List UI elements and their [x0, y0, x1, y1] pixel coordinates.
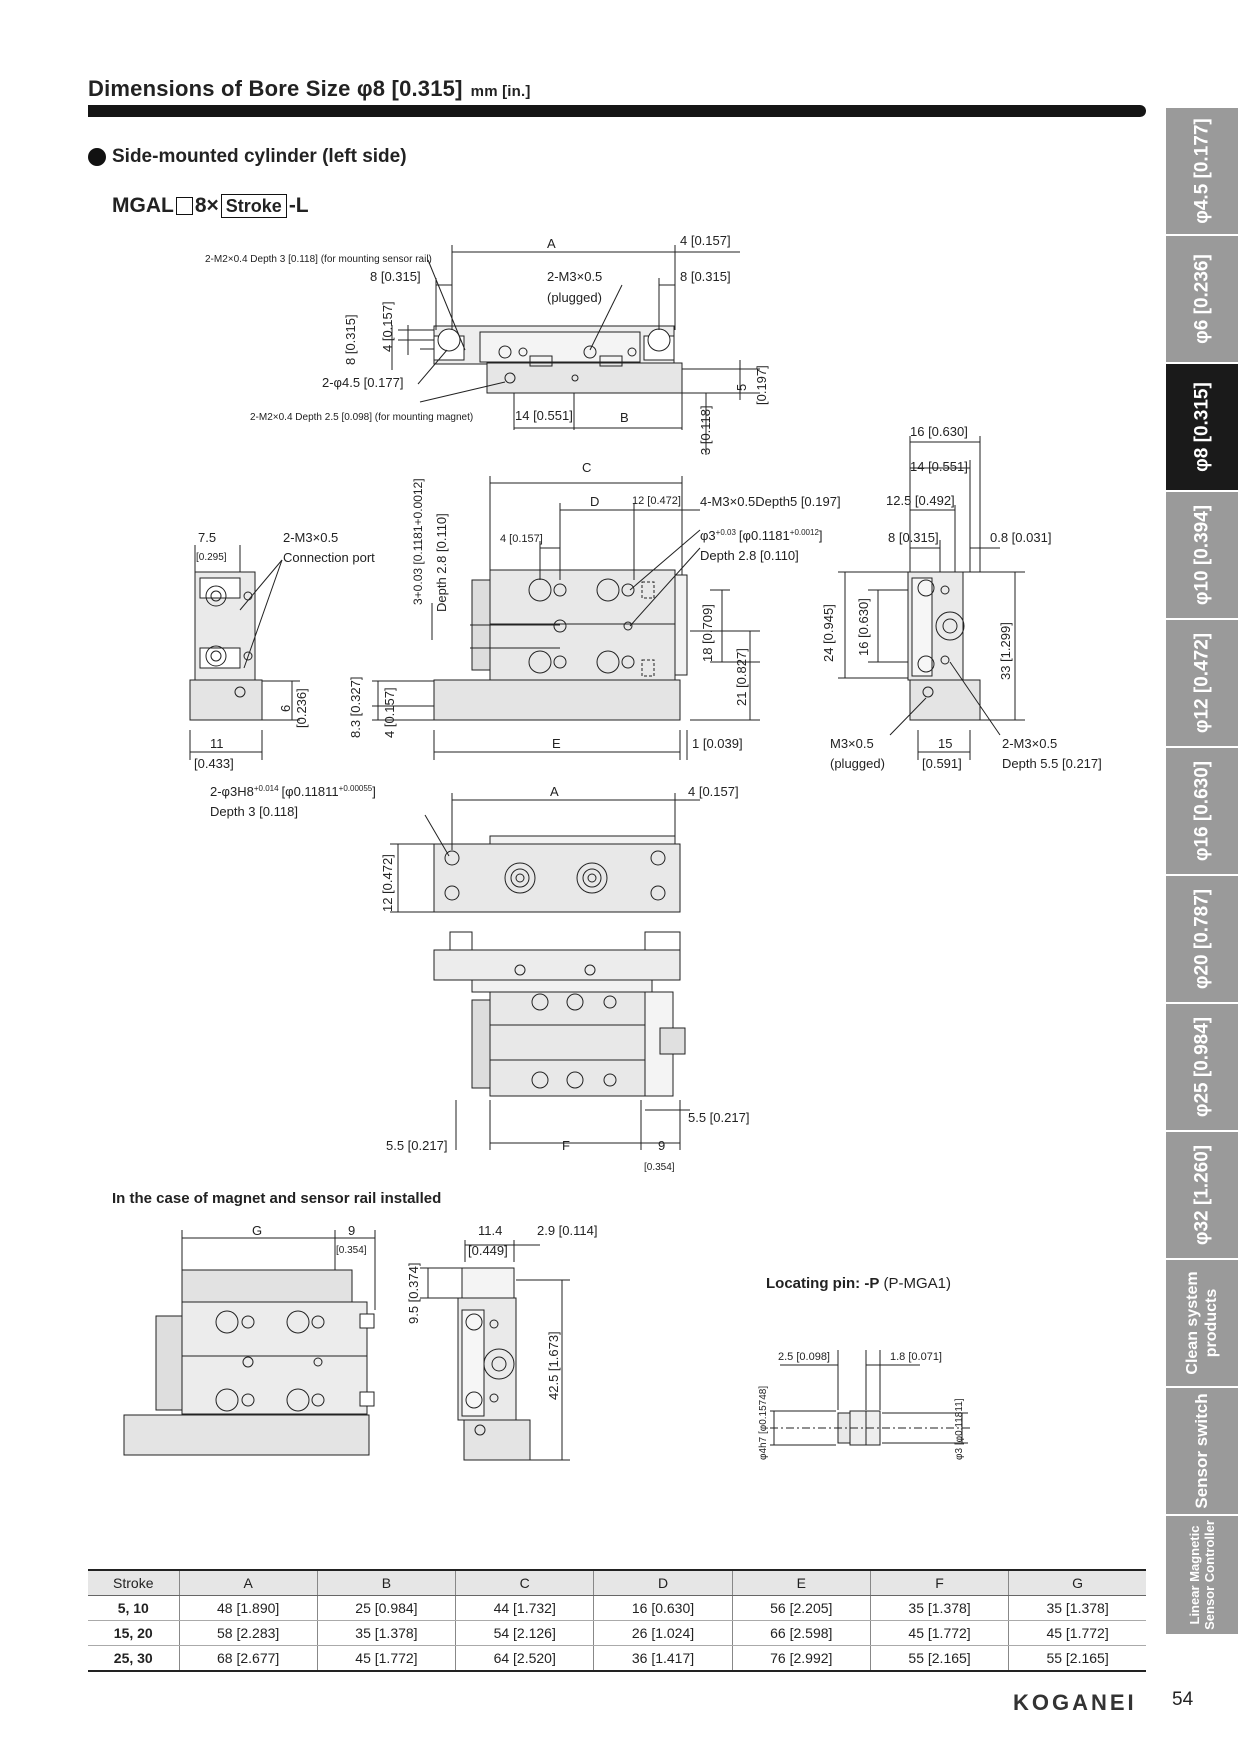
front-dim-E: E [552, 736, 561, 751]
col-c: C [456, 1570, 594, 1596]
col-a: A [179, 1570, 317, 1596]
note-magnet: 2-M2×0.4 Depth 2.5 [0.098] (for mounting magnet) [250, 412, 474, 423]
tab-label-line1: Linear Magnetic [1187, 1525, 1202, 1625]
table-cell: 15, 20 [88, 1621, 179, 1646]
top-dim-4-vert: 4 [0.157] [380, 301, 395, 352]
tab-phi10[interactable] [1166, 492, 1238, 620]
phi3-tol2: +0.0012 [789, 528, 819, 537]
table-cell: 54 [2.126] [456, 1621, 594, 1646]
top-dim-8-left: 8 [0.315] [370, 269, 421, 284]
top-dim-0197: [0.197] [754, 365, 769, 405]
table-cell: 25 [0.984] [317, 1596, 455, 1621]
table-cell: 25, 30 [88, 1646, 179, 1672]
table-row [88, 1646, 1146, 1672]
left-view [190, 545, 300, 760]
table-cell: 45 [1.772] [317, 1646, 455, 1672]
table-cell: 68 [2.677] [179, 1646, 317, 1672]
tab-phi4-5[interactable] [1166, 108, 1238, 236]
pin-1: 2-φ3H8 [210, 784, 254, 799]
tab-label-line2: Sensor Controller [1202, 1520, 1217, 1630]
table-cell: 5, 10 [88, 1596, 179, 1621]
tab-label: φ20 [0.787] [1191, 888, 1213, 990]
tab-phi12[interactable] [1166, 620, 1238, 748]
tab-label-clean [1183, 1271, 1221, 1374]
phi3-tol: +0.03 [715, 528, 736, 537]
model-prefix: MGAL [112, 194, 174, 217]
top-dim-14: 14 [0.551] [515, 408, 573, 423]
plugged-label: (plugged) [547, 290, 602, 305]
front-dim-D: D [590, 494, 600, 509]
mag-dim-95: 9.5 [0.374] [406, 1262, 421, 1324]
mag-dim-0449: [0.449] [468, 1243, 508, 1258]
left-port-label: Connection port [283, 550, 375, 565]
front-phi3 [700, 528, 823, 543]
top-hole: 2-φ4.5 [0.177] [322, 375, 404, 390]
table-cell: 35 [1.378] [870, 1596, 1008, 1621]
koganei-logo: KOGANEI [1013, 1690, 1137, 1715]
table-cell: 44 [1.732] [456, 1596, 594, 1621]
tab-phi16[interactable] [1166, 748, 1238, 876]
pin-dim-right: φ3 [φ0.11811] [954, 1398, 965, 1460]
table-cell: 55 [2.165] [1009, 1646, 1146, 1672]
tab-label: φ4.5 [0.177] [1191, 118, 1213, 224]
mag-dim-G: G [252, 1223, 263, 1238]
pin-tol2: +0.00055 [338, 784, 373, 793]
right-dim-08: 0.8 [0.031] [990, 530, 1052, 545]
side-dim-F: F [562, 1138, 570, 1153]
tab-label-line2: products [1203, 1288, 1220, 1358]
front-dim-4: 4 [0.157] [500, 533, 543, 545]
table-cell: 45 [1.772] [1009, 1621, 1146, 1646]
tab-linear-magnetic[interactable] [1166, 1516, 1238, 1636]
right-dim-15: 15 [938, 736, 953, 751]
locating-pin-drawing [770, 1350, 970, 1445]
tab-phi20[interactable] [1166, 876, 1238, 1004]
front-dim-C: C [582, 460, 592, 475]
section-title: Side-mounted cylinder (left side) [112, 146, 407, 167]
left-dim-0236: [0.236] [294, 688, 309, 728]
right-m3: M3×0.5 [830, 736, 874, 751]
table-cell: 35 [1.378] [317, 1621, 455, 1646]
right-dim-24: 24 [0.945] [821, 604, 836, 662]
model-mid: 8× [194, 194, 219, 217]
left-dim-0295: [0.295] [196, 552, 227, 563]
right-dim-14: 14 [0.551] [910, 459, 968, 474]
pin-dim-left: φ4h7 [φ0.15748] [758, 1385, 769, 1460]
side-dim-55-right: 5.5 [0.217] [688, 1110, 750, 1125]
table-cell: 35 [1.378] [1009, 1596, 1146, 1621]
top-dim-8-vert: 8 [0.315] [343, 314, 358, 365]
left-dim-75: 7.5 [198, 530, 217, 545]
locating-pin-title-rest: (P-MGA1) [879, 1275, 951, 1292]
col-e: E [732, 1570, 870, 1596]
col-stroke: Stroke [88, 1570, 179, 1596]
pin-3: ] [372, 784, 376, 799]
top-dim-8-right: 8 [0.315] [680, 269, 731, 284]
bottom-view [390, 793, 700, 912]
phi3-c: ] [818, 528, 823, 543]
front-dim-18: 18 [0.709] [700, 604, 715, 662]
tab-label: φ6 [0.236] [1191, 254, 1213, 344]
tab-label: φ8 [0.315] [1191, 382, 1213, 472]
right-m3-depth: 2-M3×0.5 [1002, 736, 1058, 751]
front-dim-83: 8.3 [0.327] [348, 676, 363, 738]
tab-label: φ10 [0.394] [1191, 504, 1213, 606]
side-dim-9: 9 [658, 1138, 666, 1153]
unit-label: mm [in.] [470, 83, 531, 100]
top-dim-A: A [547, 236, 556, 251]
page-title-text: Dimensions of Bore Size φ8 [0.315] [88, 76, 463, 101]
table-cell: 76 [2.992] [732, 1646, 870, 1672]
page-number: 54 [1172, 1689, 1194, 1710]
mag-dim-9: 9 [348, 1223, 356, 1238]
pin-2: [φ0.11811 [281, 784, 339, 799]
table-row [88, 1596, 1146, 1621]
right-dim-16: 16 [0.630] [910, 424, 968, 439]
tab-label: φ16 [0.630] [1191, 760, 1213, 862]
locating-pin-title-bold: Locating pin: -P [766, 1275, 880, 1292]
mag-dim-425: 42.5 [1.673] [546, 1331, 561, 1400]
top-dim-4: 4 [0.157] [680, 233, 731, 248]
tab-label: φ12 [0.472] [1191, 632, 1213, 734]
table-cell: 48 [1.890] [179, 1596, 317, 1621]
front-thread: 4-M3×0.5Depth5 [0.197] [700, 494, 841, 509]
right-dim-16v: 16 [0.630] [856, 598, 871, 656]
col-f: F [870, 1570, 1008, 1596]
front-dim-1: 1 [0.039] [692, 736, 743, 751]
right-dim-8: 8 [0.315] [888, 530, 939, 545]
mag-dim-29: 2.9 [0.114] [537, 1223, 598, 1238]
side-tab-nav [1166, 108, 1238, 1636]
col-g: G [1009, 1570, 1146, 1596]
tab-phi6[interactable] [1166, 236, 1238, 364]
dimension-table [88, 1569, 1146, 1672]
front-vert-depth: Depth 2.8 [0.110] [434, 513, 449, 612]
bottom-dim-12: 12 [0.472] [380, 854, 395, 912]
mag-dim-114: 11.4 [478, 1223, 503, 1238]
table-cell: 64 [2.520] [456, 1646, 594, 1672]
table-cell: 66 [2.598] [732, 1621, 870, 1646]
magnet-front-view [124, 1230, 375, 1455]
tab-label-linear [1187, 1520, 1217, 1630]
tab-phi25[interactable] [1166, 1004, 1238, 1132]
bottom-dim-4: 4 [0.157] [688, 784, 739, 799]
tab-sensor-switch[interactable] [1166, 1388, 1238, 1516]
locating-pin-title [766, 1275, 951, 1292]
right-view [838, 436, 1025, 760]
model-stroke: Stroke [221, 194, 287, 218]
front-dim-21: 21 [0.827] [734, 648, 749, 706]
right-dim-125: 12.5 [0.492] [886, 493, 955, 508]
right-dim-33: 33 [1.299] [998, 622, 1013, 680]
left-dim-0433: [0.433] [194, 756, 234, 771]
tab-phi8[interactable] [1166, 364, 1238, 492]
table-cell: 16 [0.630] [594, 1596, 732, 1621]
side-dim-0354: [0.354] [644, 1162, 675, 1173]
left-dim-6: 6 [278, 704, 293, 712]
table-row [88, 1621, 1146, 1646]
top-dim-3: 3 [0.118] [698, 405, 713, 455]
magnet-subhead: In the case of magnet and sensor rail installed [112, 1190, 442, 1207]
table-cell: 45 [1.772] [870, 1621, 1008, 1646]
col-b: B [317, 1570, 455, 1596]
tab-label: φ32 [1.260] [1191, 1144, 1213, 1246]
pin-hole [210, 784, 376, 799]
pin-tol: +0.014 [253, 784, 279, 793]
front-vert-phi3: 3+0.03 [0.1181+0.0012] [411, 478, 425, 605]
side-dim-55-left: 5.5 [0.217] [386, 1138, 448, 1153]
tab-label: φ25 [0.984] [1191, 1016, 1213, 1118]
table-cell: 56 [2.205] [732, 1596, 870, 1621]
col-d: D [594, 1570, 732, 1596]
left-port-thread: 2-M3×0.5 [283, 530, 339, 545]
right-dim-0591: [0.591] [922, 756, 962, 771]
side-view [434, 932, 690, 1150]
table-cell: 26 [1.024] [594, 1621, 732, 1646]
tab-clean-system[interactable] [1166, 1260, 1238, 1388]
pin-depth: Depth 3 [0.118] [210, 804, 298, 819]
top-dim-5: 5 [734, 383, 749, 391]
front-dim-4v: 4 [0.157] [382, 687, 397, 738]
right-m3-depth2: Depth 5.5 [0.217] [1002, 756, 1102, 771]
plugged-thread: 2-M3×0.5 [547, 269, 603, 284]
top-dim-B: B [620, 410, 629, 425]
left-dim-11: 11 [210, 736, 224, 751]
table-cell: 55 [2.165] [870, 1646, 1008, 1672]
front-dim-12: 12 [0.472] [632, 495, 681, 507]
mag-dim-0354: [0.354] [336, 1245, 367, 1256]
table-header-row [88, 1570, 1146, 1596]
table-cell: 58 [2.283] [179, 1621, 317, 1646]
pin-dim-18: 1.8 [0.071] [890, 1351, 942, 1363]
phi3-a: φ3 [700, 528, 716, 543]
tab-label: Sensor switch [1192, 1393, 1211, 1509]
phi3-b: [φ0.1181 [738, 528, 790, 543]
note-rail: 2-M2×0.4 Depth 3 [0.118] (for mounting sensor rail) [205, 254, 432, 265]
bottom-dim-A: A [550, 784, 559, 799]
tab-phi32[interactable] [1166, 1132, 1238, 1260]
front-depth: Depth 2.8 [0.110] [700, 548, 799, 563]
table-cell: 36 [1.417] [594, 1646, 732, 1672]
model-suffix: -L [288, 194, 309, 217]
right-m3-plugged: (plugged) [830, 756, 885, 771]
tab-label-line1: Clean system [1184, 1271, 1201, 1375]
pin-dim-25: 2.5 [0.098] [778, 1351, 830, 1363]
